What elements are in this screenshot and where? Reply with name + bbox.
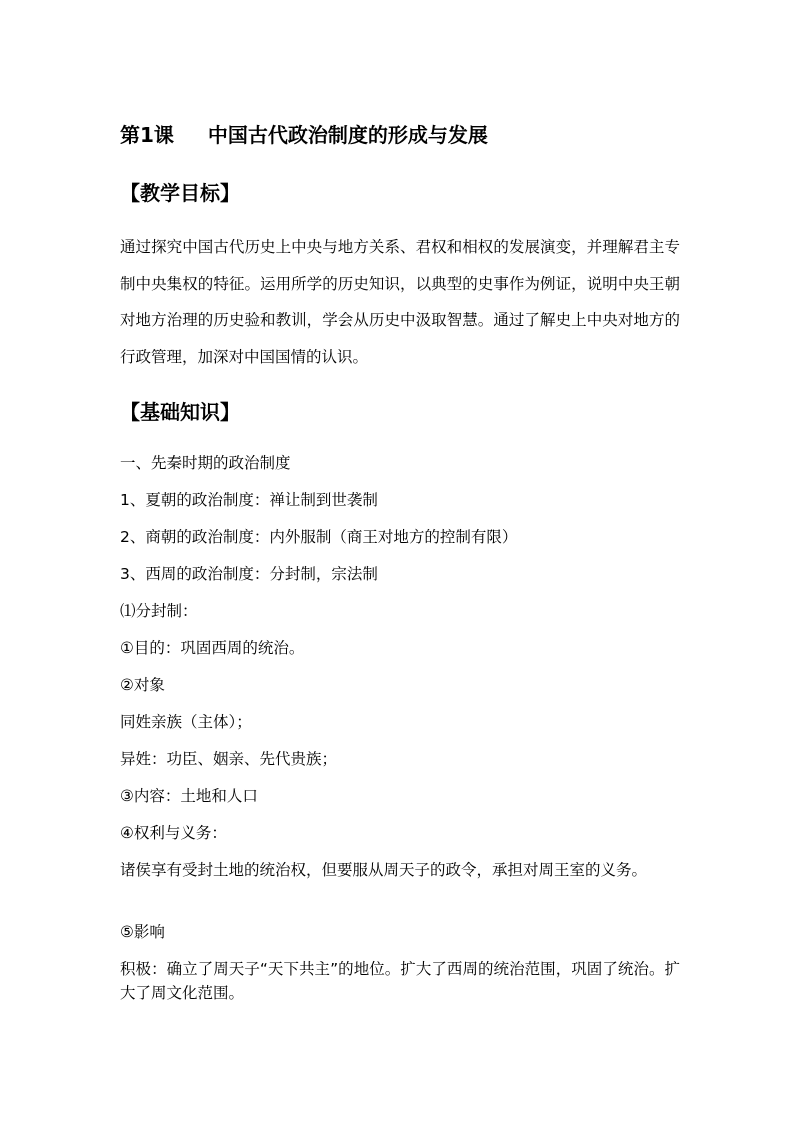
- content-item: ③内容：土地和人口: [120, 787, 258, 805]
- different-surname-item: 异姓：功臣、姻亲、先代贵族；: [120, 750, 338, 768]
- lesson-title: [120, 120, 488, 150]
- section-pre-qin: 一、先秦时期的政治制度: [120, 454, 291, 472]
- rights-duties-paragraph: 诸侯享有受封土地的统治权，但要服从周天子的政令，承担对周王室的义务。: [120, 861, 648, 879]
- impact-paragraph: 积极：确立了周天子“天下共主”的地位。扩大了西周的统治范围，巩固了统治。扩大了周文化范围。: [120, 960, 680, 1002]
- basics-heading: 【基础知识】: [120, 400, 240, 424]
- western-zhou-system: 3、西周的政治制度：分封制，宗法制: [120, 565, 378, 583]
- xia-system: 1、夏朝的政治制度：禅让制到世袭制: [120, 491, 378, 509]
- objectives-heading: 【教学目标】: [120, 181, 240, 205]
- targets-item: ②对象: [120, 676, 165, 694]
- purpose-item: ①目的：巩固西周的统治。: [120, 639, 305, 657]
- lesson-number: 第1课: [120, 123, 174, 147]
- impact-item: ⑤影响: [120, 923, 165, 941]
- rights-duties-item: ④权利与义务：: [120, 824, 227, 842]
- lesson-title-text: 中国古代政治制度的形成与发展: [207, 123, 488, 147]
- objectives-paragraph: 通过探究中国古代历史上中央与地方关系、君权和相权的发展演变，并理解君主专制中央集权的特征。运用所学的历史知识，以典型的史事作为例证，说明中央王朝对地方治理的历史验和教训，学会从历史中汲取智慧。通过了解史上中央对地方的行政管理，加深对中国国情的认识。: [120, 238, 680, 366]
- shang-system: 2、商朝的政治制度：内外服制（商王对地方的控制有限）: [120, 528, 518, 546]
- enfeoffment-heading: ⑴分封制：: [120, 602, 198, 620]
- same-surname-item: 同姓亲族（主体）；: [120, 713, 252, 731]
